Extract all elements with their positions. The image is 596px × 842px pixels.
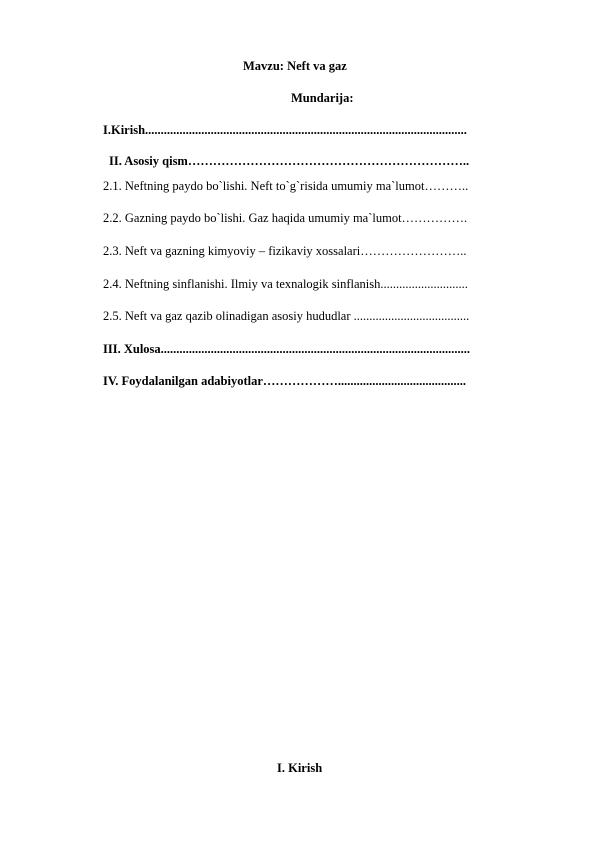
toc-entry-2-3: 2.3. Neft va gazning kimyoviy – fizikaviy xossalari…………………….. xyxy=(103,244,467,258)
document-title: Mavzu: Neft va gaz xyxy=(243,59,347,73)
toc-entry-2-1: 2.1. Neftning paydo bo`lishi. Neft to`g`risida umumiy ma`lumot……….. xyxy=(103,179,469,193)
toc-entry-conclusion: III. Xulosa................................................................................................... xyxy=(103,342,471,356)
toc-entry-2-5: 2.5. Neft va gaz qazib olinadigan asosiy hududlar ..................................... xyxy=(103,309,470,323)
toc-entry-references: IV. Foydalanilgan adabiyotlar………………......................................... xyxy=(103,374,467,388)
toc-entry-main-part: II. Asosiy qism………………………………………………………….. xyxy=(109,154,470,168)
toc-entry-2-4: 2.4. Neftning sinflanishi. Ilmiy va texnalogik sinflanish............................ xyxy=(103,277,468,291)
toc-entry-2-2: 2.2. Gazning paydo bo`lishi. Gaz haqida umumiy ma`lumot……………. xyxy=(103,211,468,225)
toc-heading: Mundarija: xyxy=(291,91,354,105)
section-heading-introduction: I. Kirish xyxy=(277,761,323,775)
toc-entry-introduction: I.Kirish....................................................................................................... xyxy=(103,123,467,137)
